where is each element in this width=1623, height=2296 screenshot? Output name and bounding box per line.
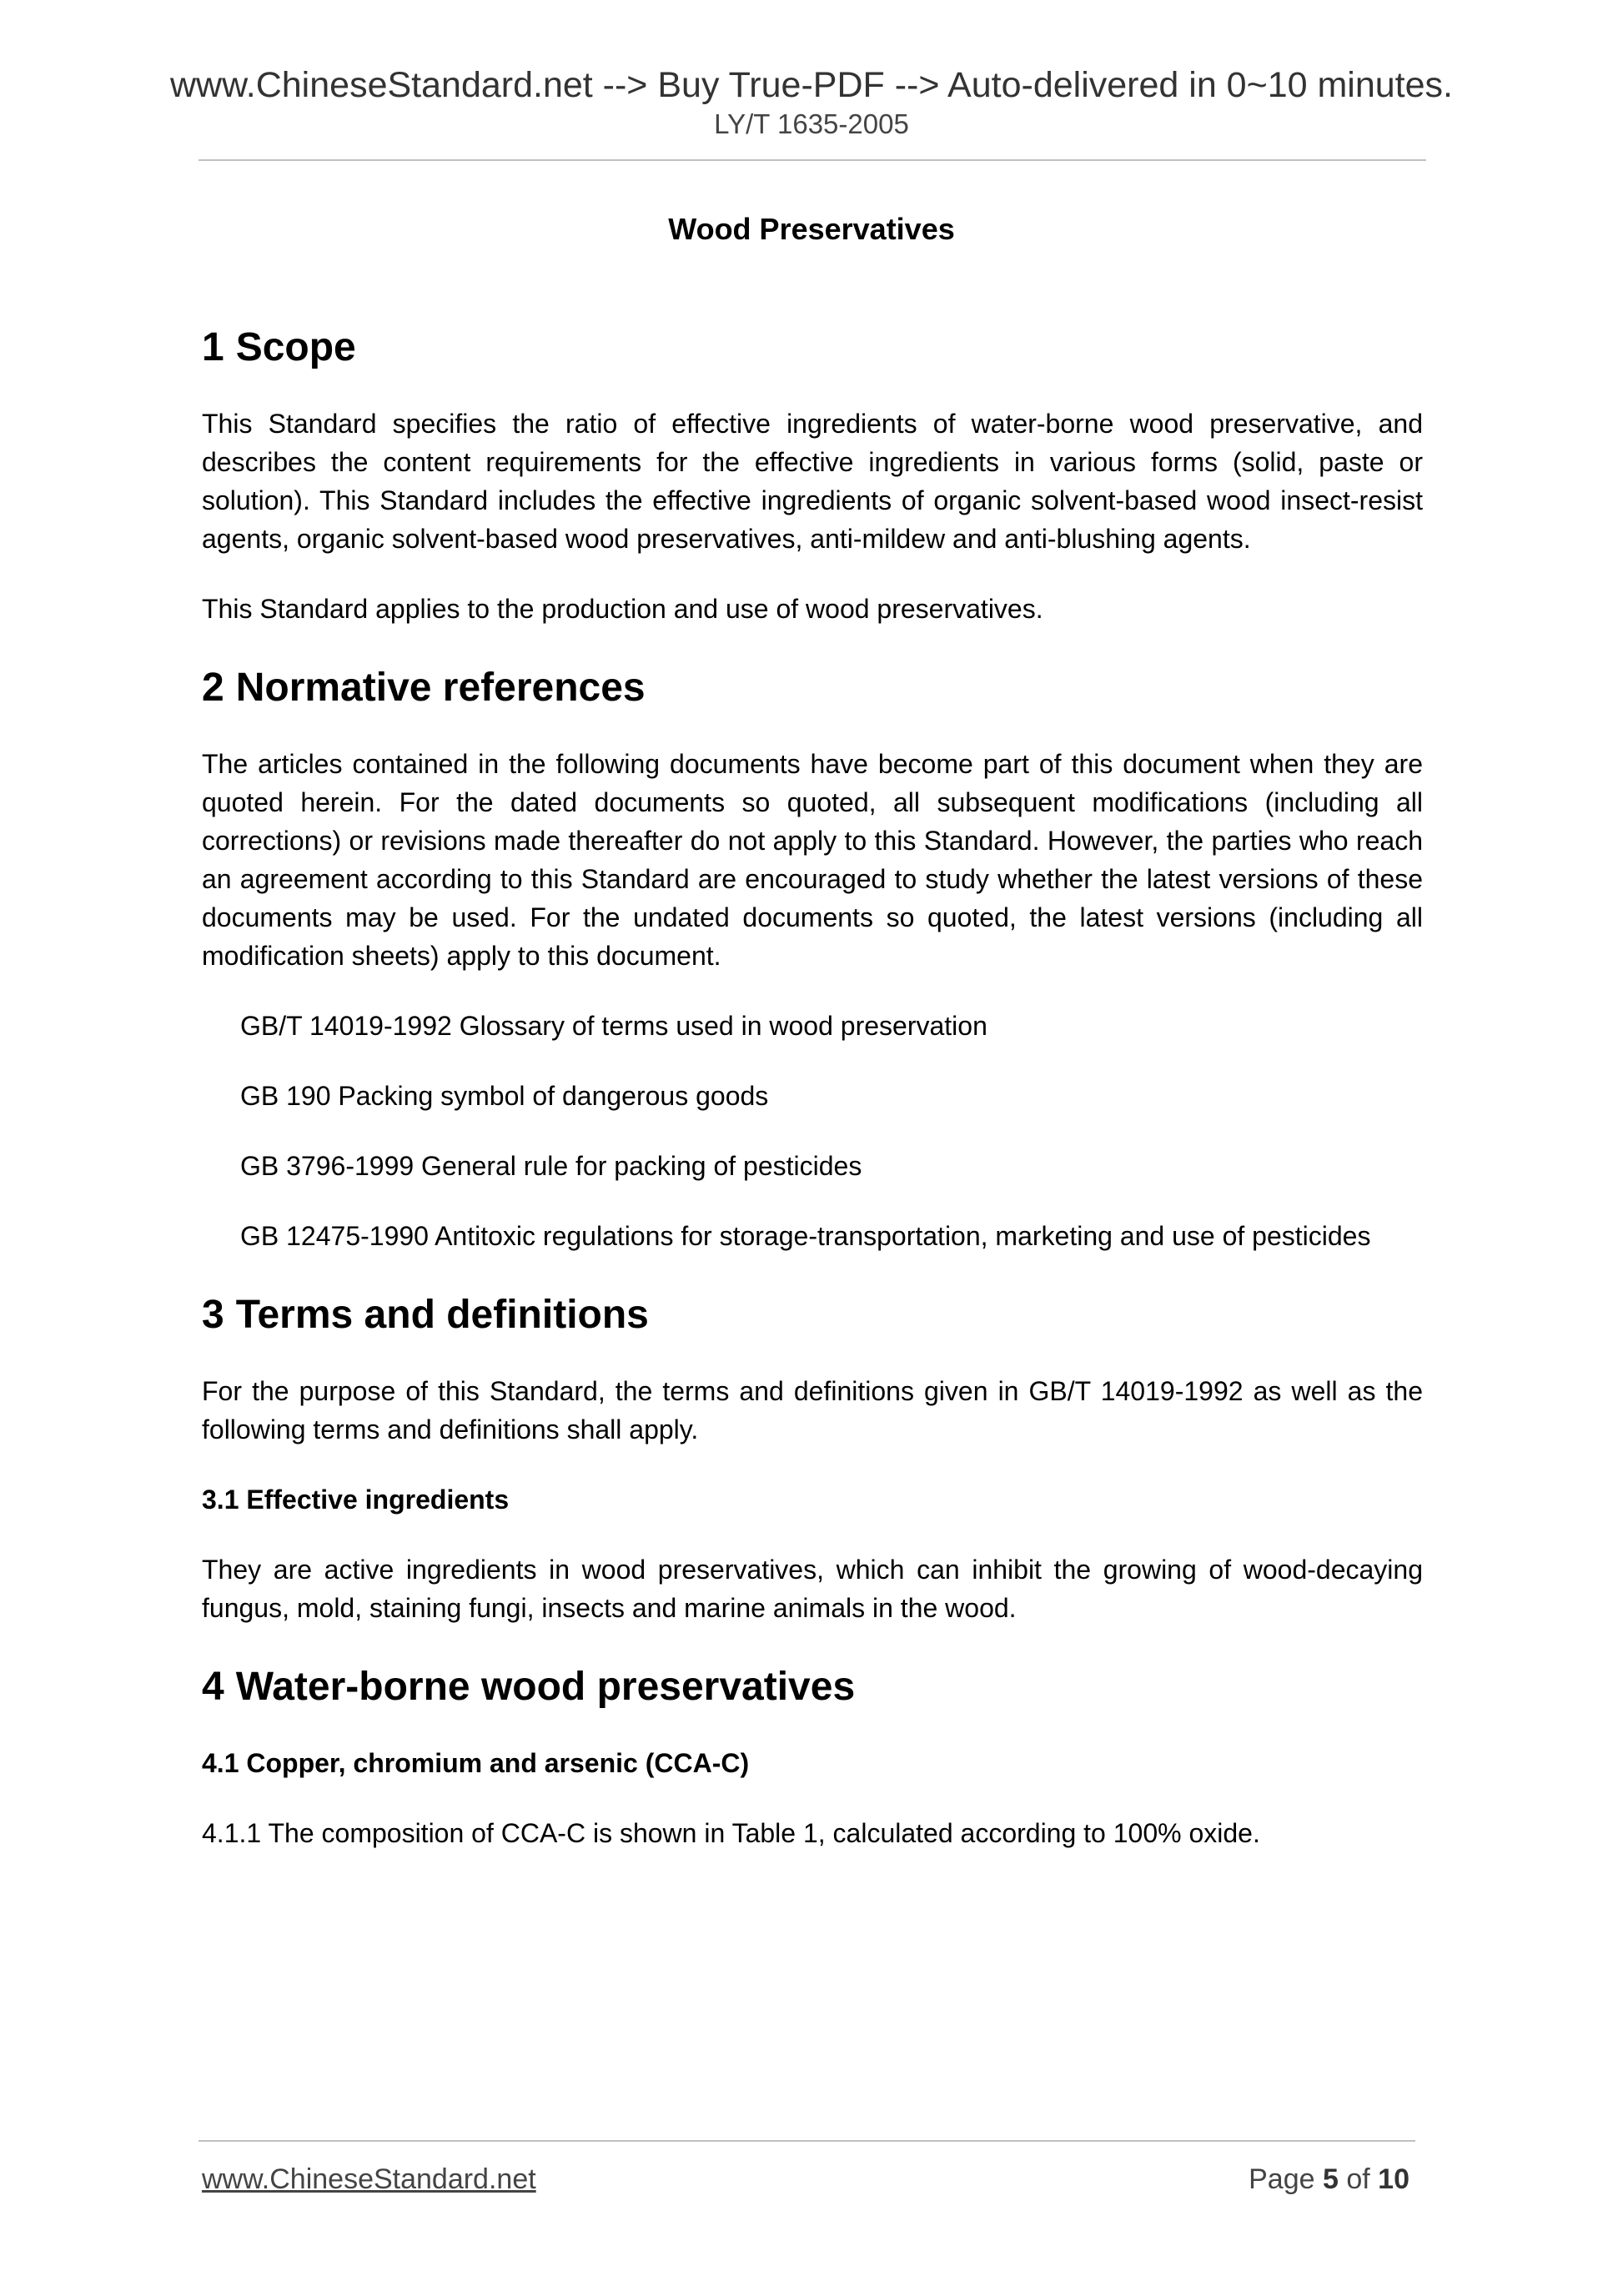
- reference-item: GB 12475-1990 Antitoxic regulations for storage-transportation, marketing and use of pesticides: [240, 1221, 1371, 1251]
- page-prefix: Page: [1249, 2163, 1315, 2195]
- page-total: 10: [1378, 2163, 1409, 2195]
- section-number: 4: [202, 1665, 224, 1709]
- page-indicator: [1249, 2163, 1409, 2196]
- section-number: 3: [202, 1293, 224, 1337]
- document-title: Wood Preservatives: [668, 212, 955, 246]
- section-number: 2: [202, 666, 224, 710]
- section-3-heading: [202, 1289, 1423, 1342]
- page-sep: of: [1346, 2163, 1370, 2195]
- header-divider: [198, 159, 1426, 161]
- section-title: Normative references: [235, 666, 646, 710]
- footer-website-link[interactable]: www.ChineseStandard.net: [202, 2163, 536, 2195]
- section-title: Water-borne wood preservatives: [235, 1665, 856, 1709]
- section-number: 1: [202, 325, 224, 369]
- paragraph: This Standard applies to the production and use of wood preservatives.: [202, 594, 1043, 624]
- section-4-heading: [202, 1660, 1423, 1714]
- reference-item: GB/T 14019-1992 Glossary of terms used in wood preservation: [240, 1011, 987, 1041]
- reference-item: GB 3796-1999 General rule for packing of pesticides: [240, 1151, 862, 1181]
- paragraph: The articles contained in the following documents have become part of this document when they are quoted herein. For the dated documents so quoted, all subsequent modifications (including all corrections) or revisions made thereafter do not apply to this Standard. However, the parties who reach an agreement according to this Standard are encouraged to study whether the latest versions of these documents may be used. For the undated documents so quoted, the latest versions (including all modification sheets) apply to this document.: [202, 749, 1423, 971]
- reference-item: GB 190 Packing symbol of dangerous goods: [240, 1081, 769, 1111]
- subsection-heading: 4.1 Copper, chromium and arsenic (CCA-C): [202, 1748, 750, 1778]
- section-2-heading: [202, 661, 1423, 715]
- page-current: 5: [1322, 2163, 1339, 2195]
- section-title: Terms and definitions: [235, 1293, 649, 1337]
- paragraph: This Standard specifies the ratio of effective ingredients of water-borne wood preservative, and describes the content requirements for the effective ingredients in various forms (solid, paste or solution). This Standard includes the effective ingredients of organic solvent-based wood insect-resist agents, organic solvent-based wood preservatives, anti-mildew and anti-blushing agents.: [202, 409, 1423, 554]
- section-title: Scope: [235, 325, 356, 369]
- header-banner: www.ChineseStandard.net --> Buy True-PDF --> Auto-delivered in 0~10 minutes.: [169, 65, 1453, 105]
- section-1-heading: [202, 321, 1423, 374]
- paragraph: 4.1.1 The composition of CCA-C is shown in Table 1, calculated according to 100% oxide.: [202, 1818, 1260, 1848]
- footer-divider: [198, 2140, 1415, 2142]
- standard-code: LY/T 1635-2005: [714, 108, 909, 139]
- paragraph: They are active ingredients in wood preservatives, which can inhibit the growing of wood-decaying fungus, mold, staining fungi, insects and marine animals in the wood.: [202, 1555, 1423, 1623]
- subsection-heading: 3.1 Effective ingredients: [202, 1485, 510, 1515]
- paragraph: For the purpose of this Standard, the terms and definitions given in GB/T 14019-1992 as well as the following terms and definitions shall apply.: [202, 1376, 1423, 1444]
- document-body: [202, 321, 1423, 1884]
